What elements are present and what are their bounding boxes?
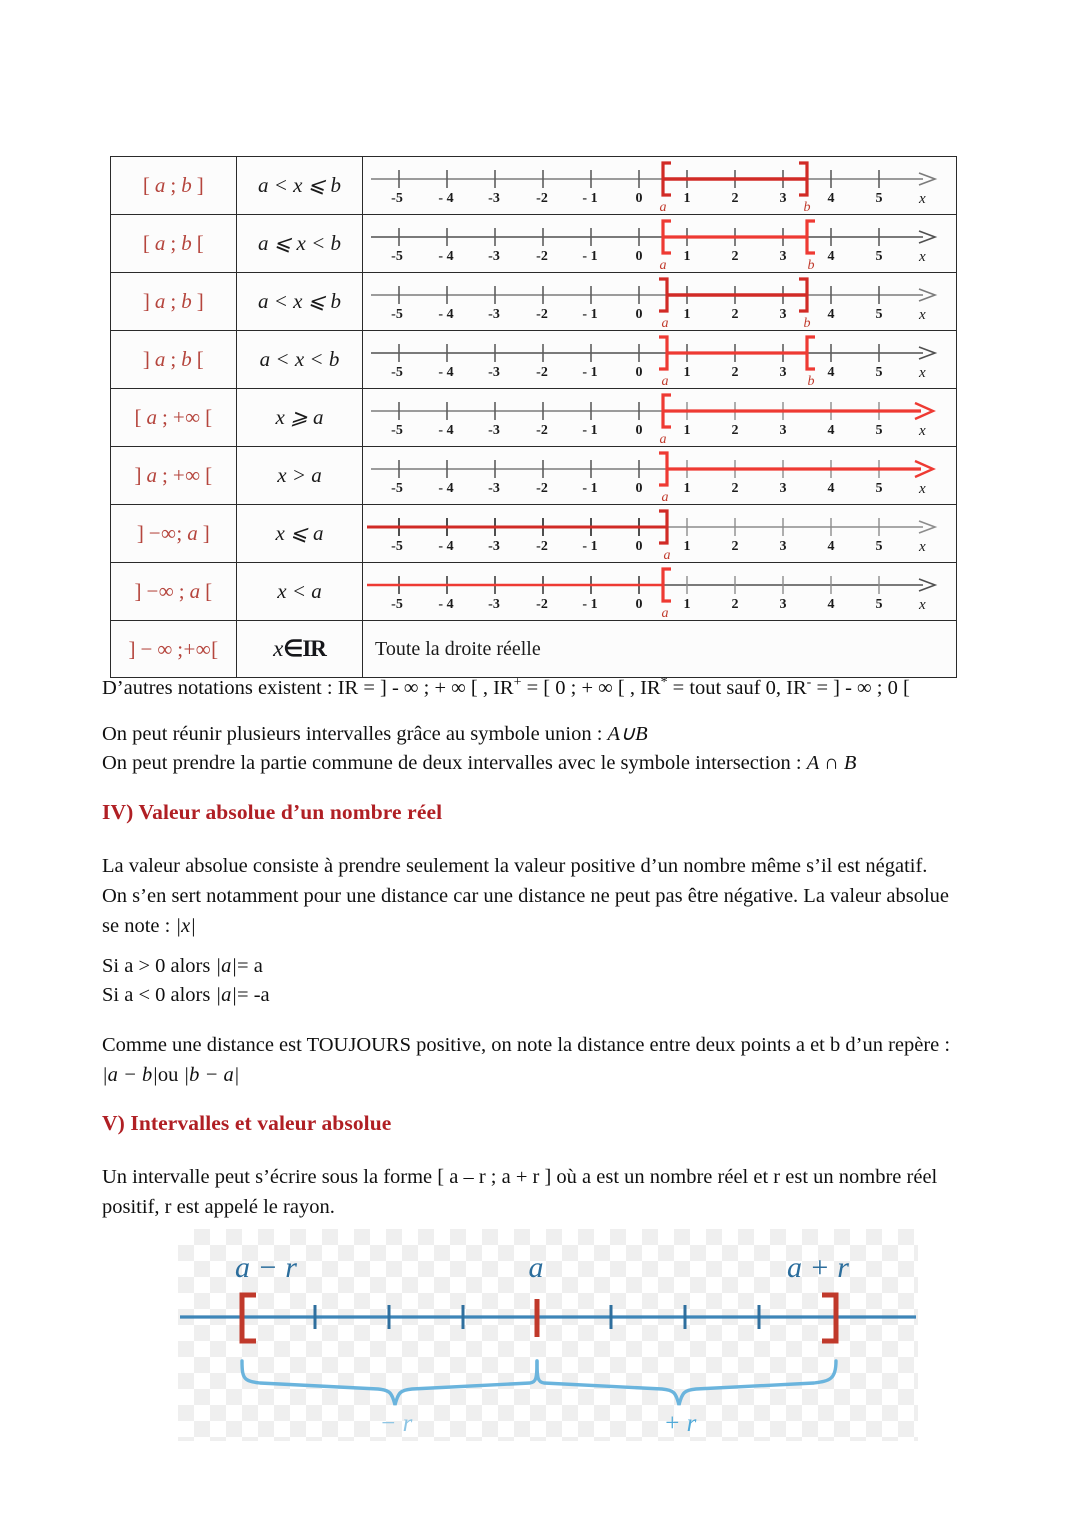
svg-text:3: 3 [779,191,787,206]
svg-text:- 4: - 4 [438,365,454,380]
si-neg-tail: = -a [237,984,270,1006]
table-row [111,157,957,215]
svg-text:- 1: - 1 [582,423,598,438]
svg-text:1: 1 [683,597,691,612]
si-pos-text: Si a > 0 alors [102,955,216,977]
svg-text:- 1: - 1 [582,307,598,322]
inequality-expression: a < x < b [259,347,340,371]
svg-text:-5: -5 [391,191,403,206]
svg-text:0: 0 [635,365,643,380]
number-line-svg [363,273,957,330]
cell-number-line [363,447,957,505]
axis-group [371,170,935,207]
svg-text:- 4: - 4 [438,423,454,438]
svg-text:0: 0 [635,191,643,206]
svg-text:x: x [919,191,926,207]
svg-text:-3: -3 [488,249,500,264]
svg-text:x: x [919,365,926,381]
inequality-expression: x < a [277,579,322,603]
union-paragraph [102,719,962,749]
cell-inequality [237,157,363,215]
on-part-1: D’autres notations existent : IR = ] - ∞ ; + ∞ [ , IR [102,676,514,699]
on-sup-2: * [660,675,668,690]
cell-notation [111,331,237,389]
svg-text:5: 5 [875,249,883,264]
abs-text: La valeur absolue consiste à prendre seulement la valeur positive d’un nombre même s’il est négatif. On s’en sert notamment pour une distance car une distance ne peut pas être négative. La valeur absolue se note : [102,855,950,937]
svg-text:-5: -5 [391,423,403,438]
marker-b: b [807,258,815,272]
svg-text:-2: -2 [536,191,548,206]
svg-text:1: 1 [683,539,691,554]
label-minus-r: − r [379,1410,413,1437]
cell-inequality [237,273,363,331]
svg-text:-5: -5 [391,307,403,322]
si-pos-tail: = a [237,955,263,977]
section-heading-iv: IV) Valeur absolue d’un nombre réel [102,800,443,824]
distance-paragraph [102,1030,957,1090]
cell-notation [111,447,237,505]
on-part-2: = [ 0 ; + ∞ [ , IR [521,676,661,699]
marker-b: b [803,316,811,330]
marker-a: a [661,490,669,504]
svg-text:-5: -5 [391,539,403,554]
svg-text:x: x [919,481,926,497]
cell-number-line [363,215,957,273]
interval-radius-paragraph: Un intervalle peut s’écrire sous la forme [ a – r ; a + r ] où a est un nombre réel et r est un nombre réel positif, r est appelé le rayon. [102,1166,938,1218]
axis-group [371,228,935,265]
interval-notation: ] −∞ ; a [ [134,579,213,603]
svg-text:4: 4 [827,365,835,380]
svg-text:1: 1 [683,423,691,438]
svg-text:- 1: - 1 [582,481,598,496]
svg-text:3: 3 [779,249,787,264]
svg-text:-3: -3 [488,597,500,612]
svg-text:- 4: - 4 [438,249,454,264]
highlight-group [367,569,671,601]
svg-text:-3: -3 [488,365,500,380]
absolute-value-paragraph [102,851,957,941]
cell-number-line [363,331,957,389]
number-line-svg [363,505,957,562]
cell-inequality [237,563,363,621]
cell-notation [111,215,237,273]
svg-text:1: 1 [683,249,691,264]
svg-text:-3: -3 [488,191,500,206]
figure-brace-right [537,1361,836,1405]
on-part-3: = tout sauf 0, IR [667,676,807,699]
svg-text:0: 0 [635,597,643,612]
svg-text:4: 4 [827,597,835,612]
svg-text:3: 3 [779,307,787,322]
dist-text: Comme une distance est TOUJOURS positive, on note la distance entre deux points a et b d’un repère : [102,1034,951,1056]
svg-text:3: 3 [779,365,787,380]
radius-interval-figure [178,1229,918,1441]
interval-notation: [ a ; b ] [142,173,205,197]
svg-text:4: 4 [827,423,835,438]
svg-text:1: 1 [683,191,691,206]
interval-notation: [ a ; +∞ [ [134,405,213,429]
on-sup-3: - [806,675,812,690]
svg-text:- 1: - 1 [582,539,598,554]
cell-number-line [363,157,957,215]
svg-text:- 1: - 1 [582,249,598,264]
label-a-plus-r: a + r [787,1251,849,1284]
svg-text:4: 4 [827,539,835,554]
axis-group [371,460,926,497]
section-heading-v: V) Intervalles et valeur absolue [102,1111,392,1135]
svg-text:-5: -5 [391,365,403,380]
marker-a: a [659,258,667,272]
marker-a: a [661,606,669,620]
svg-text:3: 3 [779,539,787,554]
intervals-table [110,156,957,678]
svg-text:-5: -5 [391,481,403,496]
svg-text:5: 5 [875,307,883,322]
marker-a: a [663,548,671,562]
cell-notation [111,563,237,621]
other-notations-paragraph [102,668,962,703]
svg-text:4: 4 [827,307,835,322]
cell-number-line [363,563,957,621]
intersection-symbol: A ∩ B [806,752,857,774]
svg-text:2: 2 [731,423,739,438]
on-sup-1: + [513,675,522,690]
cell-inequality [237,215,363,273]
svg-text:- 4: - 4 [438,539,454,554]
union-symbol: A∪B [607,723,648,745]
union-text: On peut réunir plusieurs intervalles grâce au symbole union : [102,723,608,745]
svg-text:x: x [919,597,926,613]
svg-text:0: 0 [635,249,643,264]
inequality-expression: a < x ⩽ b [257,173,342,197]
number-line-svg [363,447,957,504]
svg-text:-5: -5 [391,597,403,612]
cell-notation [111,157,237,215]
axis-group [371,344,935,381]
inequality-expression: x ⩾ a [275,405,324,429]
svg-text:2: 2 [731,539,739,554]
label-plus-r: + r [663,1410,697,1437]
label-a: a [528,1251,544,1284]
svg-text:-3: -3 [488,307,500,322]
highlight-group [367,511,667,543]
interval-notation: ] a ; b [ [142,347,205,371]
svg-text:2: 2 [731,307,739,322]
svg-text:2: 2 [731,249,739,264]
table-row [111,273,957,331]
svg-text:0: 0 [635,307,643,322]
svg-text:-3: -3 [488,539,500,554]
svg-text:4: 4 [827,481,835,496]
axis-group [371,402,926,439]
svg-text:4: 4 [827,191,835,206]
svg-text:-2: -2 [536,307,548,322]
svg-text:- 1: - 1 [582,365,598,380]
table-row [111,331,957,389]
figure-brace-left [242,1361,537,1405]
inequality-expression: x ⩽ a [275,521,324,545]
inequality-expression: a < x ⩽ b [257,289,342,313]
svg-text:- 1: - 1 [582,597,598,612]
interval-notation: [ a ; b [ [142,231,205,255]
svg-text:5: 5 [875,423,883,438]
case-positive-line [102,951,962,981]
table-row [111,505,957,563]
cell-notation [111,273,237,331]
case-negative-line [102,980,962,1010]
cell-inequality [237,389,363,447]
number-line-svg [363,215,957,272]
svg-text:3: 3 [779,481,787,496]
number-line-svg [363,563,957,620]
svg-text:-2: -2 [536,597,548,612]
svg-text:2: 2 [731,191,739,206]
si-pos-math: |a| [215,955,238,977]
svg-text:- 4: - 4 [438,191,454,206]
marker-b: b [807,374,815,388]
figure-braces [242,1361,836,1405]
table-row [111,215,957,273]
on-part-4: = ] - ∞ ; 0 [ [811,676,910,699]
svg-text:2: 2 [731,597,739,612]
svg-text:3: 3 [779,597,787,612]
number-line-svg [363,157,957,214]
svg-text:1: 1 [683,307,691,322]
svg-text:-2: -2 [536,249,548,264]
svg-text:x: x [919,249,926,265]
inequality-expression: x > a [277,463,322,487]
svg-text:x: x [919,539,926,555]
svg-text:1: 1 [683,481,691,496]
table-row [111,563,957,621]
marker-a: a [659,200,667,214]
intervals-table-body [111,157,957,678]
marker-b: b [803,200,811,214]
marker-a: a [661,316,669,330]
cell-inequality [237,331,363,389]
dist-ou: ou [157,1064,184,1086]
svg-text:1: 1 [683,365,691,380]
all-real-line-text: Toute la droite réelle [375,637,541,660]
svg-text:5: 5 [875,481,883,496]
svg-text:-3: -3 [488,423,500,438]
radius-figure-svg [178,1229,918,1441]
table-row [111,389,957,447]
svg-text:0: 0 [635,539,643,554]
marker-a: a [661,374,669,388]
svg-text:x: x [919,307,926,323]
interval-notation: ] a ; +∞ [ [134,463,213,487]
number-line-svg [363,389,957,446]
highlight-group [659,453,933,485]
cell-inequality [237,505,363,563]
svg-text:-2: -2 [536,423,548,438]
svg-text:-2: -2 [536,481,548,496]
label-a-minus-r: a − r [235,1251,297,1284]
svg-text:5: 5 [875,191,883,206]
intersection-paragraph [102,748,962,778]
svg-text:- 4: - 4 [438,481,454,496]
svg-text:3: 3 [779,423,787,438]
svg-text:x: x [919,423,926,439]
interval-notation: ] a ; b ] [142,289,205,313]
svg-text:- 4: - 4 [438,307,454,322]
cell-notation [111,505,237,563]
inequality-expression: a ⩽ x < b [257,231,342,255]
svg-text:-3: -3 [488,481,500,496]
cell-notation [111,389,237,447]
marker-a: a [659,432,667,446]
svg-text:4: 4 [827,249,835,264]
cell-inequality [237,447,363,505]
svg-text:-5: -5 [391,249,403,264]
table-row [111,447,957,505]
highlight-group [663,395,933,427]
interval-notation: ] − ∞ ;+∞[ [128,636,219,661]
svg-text:0: 0 [635,423,643,438]
abs-notation: |x| [175,915,196,937]
svg-text:2: 2 [731,365,739,380]
inequality-expression: x∈IR [273,636,326,661]
svg-text:0: 0 [635,481,643,496]
dist-math-1: |a − b| [102,1064,158,1086]
interval-notation: ] −∞; a ] [136,521,211,545]
intersection-text: On peut prendre la partie commune de deux intervalles avec le symbole intersection : [102,752,807,774]
cell-number-line [363,389,957,447]
svg-text:- 4: - 4 [438,597,454,612]
number-line-svg [363,331,957,388]
svg-text:-2: -2 [536,365,548,380]
svg-text:5: 5 [875,597,883,612]
dist-math-2: |b − a| [183,1064,240,1086]
svg-text:5: 5 [875,365,883,380]
intervals-table-wrapper [110,156,956,678]
si-neg-text: Si a < 0 alors [102,984,216,1006]
si-neg-math: |a| [215,984,238,1006]
svg-text:- 1: - 1 [582,191,598,206]
svg-text:2: 2 [731,481,739,496]
cell-number-line [363,505,957,563]
svg-text:-2: -2 [536,539,548,554]
axis-group [371,286,935,323]
cell-number-line [363,273,957,331]
svg-text:5: 5 [875,539,883,554]
